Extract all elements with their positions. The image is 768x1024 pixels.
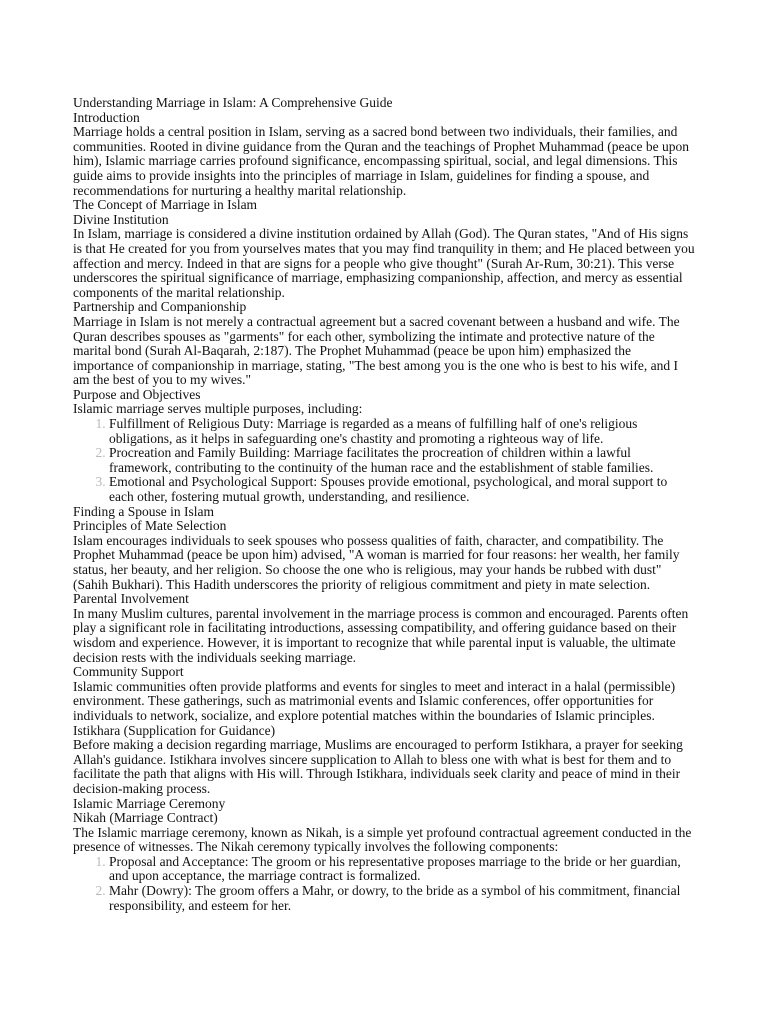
section-heading: Community Support [73, 664, 184, 680]
list-item: 1. Fulfillment of Religious Duty: Marriage is regarded as a means of fulfilling half of one's religious obligations, as it helps in safeguarding one's chastity and promoting a righteous way of life. [109, 417, 695, 446]
document-title: Understanding Marriage in Islam: A Comprehensive Guide [73, 95, 393, 110]
paragraph: Marriage in Islam is not merely a contractual agreement but a sacred covenant between a husband and wife. The Quran describes spouses as "garments" for each other, symbolizing the intimate and protective nature of the marital bond (Surah Al-Baqarah, 2:187). The Prophet Muhammad (peace be upon him) emphasized the importance of companionship in marriage, stating, "The best among you is the one who is best to his wife, and I am the best of you to my wives." [73, 313, 680, 388]
section-heading: Istikhara (Supplication for Guidance) [73, 722, 276, 738]
numbered-list [73, 855, 695, 913]
section-heading: Finding a Spouse in Islam [73, 503, 214, 519]
section-heading: The Concept of Marriage in Islam [73, 197, 258, 213]
paragraph: The Islamic marriage ceremony, known as Nikah, is a simple yet profound contractual agreement conducted in the presence of witnesses. The Nikah ceremony typically involves the following components: [73, 824, 692, 855]
section-heading: Purpose and Objectives [73, 386, 201, 402]
list-item: 1. Proposal and Acceptance: The groom or his representative proposes marriage to the bride or her guardian, and upon acceptance, the marriage contract is formalized. [109, 855, 695, 884]
section-heading: Partnership and Companionship [73, 299, 247, 315]
list-item: 3. Emotional and Psychological Support: Spouses provide emotional, psychological, and moral support to each other, fostering mutual growth, understanding, and resilience. [109, 475, 695, 504]
section-heading: Islamic Marriage Ceremony [73, 795, 226, 811]
paragraph: Marriage holds a central position in Islam, serving as a sacred bond between two individuals, their families, and communities. Rooted in divine guidance from the Quran and the teachings of Prophet Muhammad (peace be upon him), Islamic marriage carries profound significance, encompassing spiritual, social, and legal dimensions. This guide aims to provide insights into the principles of marriage in Islam, guidelines for finding a spouse, and recommendations for nurturing a healthy marital relationship. [73, 124, 689, 198]
section-heading: Divine Institution [73, 211, 169, 227]
section-heading: Principles of Mate Selection [73, 518, 227, 534]
list-item: 2. Procreation and Family Building: Marriage facilitates the procreation of children within a lawful framework, contributing to the continuity of the human race and the establishment of stable families. [109, 446, 695, 475]
section-heading: Introduction [73, 109, 140, 125]
numbered-list [73, 417, 695, 505]
paragraph: Islamic marriage serves multiple purposes, including: [73, 401, 363, 417]
section-heading: Parental Involvement [73, 591, 189, 607]
paragraph: In Islam, marriage is considered a divine institution ordained by Allah (God). The Quran states, "And of His signs is that He created for you from yourselves mates that you may find tranquility in them; and He placed between you affection and mercy. Indeed in that are signs for a people who give thought" (Surah Ar-Rum, 30:21). This verse underscores the spiritual significance of marriage, emphasizing companionship, affection, and mercy as essential components of the marital relationship. [73, 226, 695, 300]
paragraph: Islamic communities often provide platforms and events for singles to meet and interact in a halal (permissible) environment. These gatherings, such as matrimonial events and Islamic conferences, offer opportunities for individuals to network, socialize, and explore potential matches within the boundaries of Islamic principles. [73, 678, 676, 723]
document-page [73, 96, 695, 913]
paragraph: Before making a decision regarding marriage, Muslims are encouraged to perform Istikhara, a prayer for seeking Allah's guidance. Istikhara involves sincere supplication to Allah to bless one with what is best for them and to facilitate the path that aligns with His will. Through Istikhara, individuals seek clarity and peace of mind in their decision-making process. [73, 737, 683, 796]
list-item: 2. Mahr (Dowry): The groom offers a Mahr, or dowry, to the bride as a symbol of his commitment, financial responsibility, and esteem for her. [109, 884, 695, 913]
paragraph: In many Muslim cultures, parental involvement in the marriage process is common and encouraged. Parents often play a significant role in facilitating introductions, assessing compatibility, and offering guidance based on their wisdom and experience. However, it is important to recognize that while parental input is valuable, the ultimate decision rests with the individuals seeking marriage. [73, 605, 689, 665]
section-heading: Nikah (Marriage Contract) [73, 810, 218, 826]
paragraph: Islam encourages individuals to seek spouses who possess qualities of faith, character, and compatibility. The Prophet Muhammad (peace be upon him) advised, "A woman is married for four reasons: her wealth, her family status, her beauty, and her religion. So choose the one who is religious, may your hands be rubbed with dust" (Sahih Bukhari). This Hadith underscores the priority of religious commitment and piety in mate selection. [73, 532, 680, 592]
